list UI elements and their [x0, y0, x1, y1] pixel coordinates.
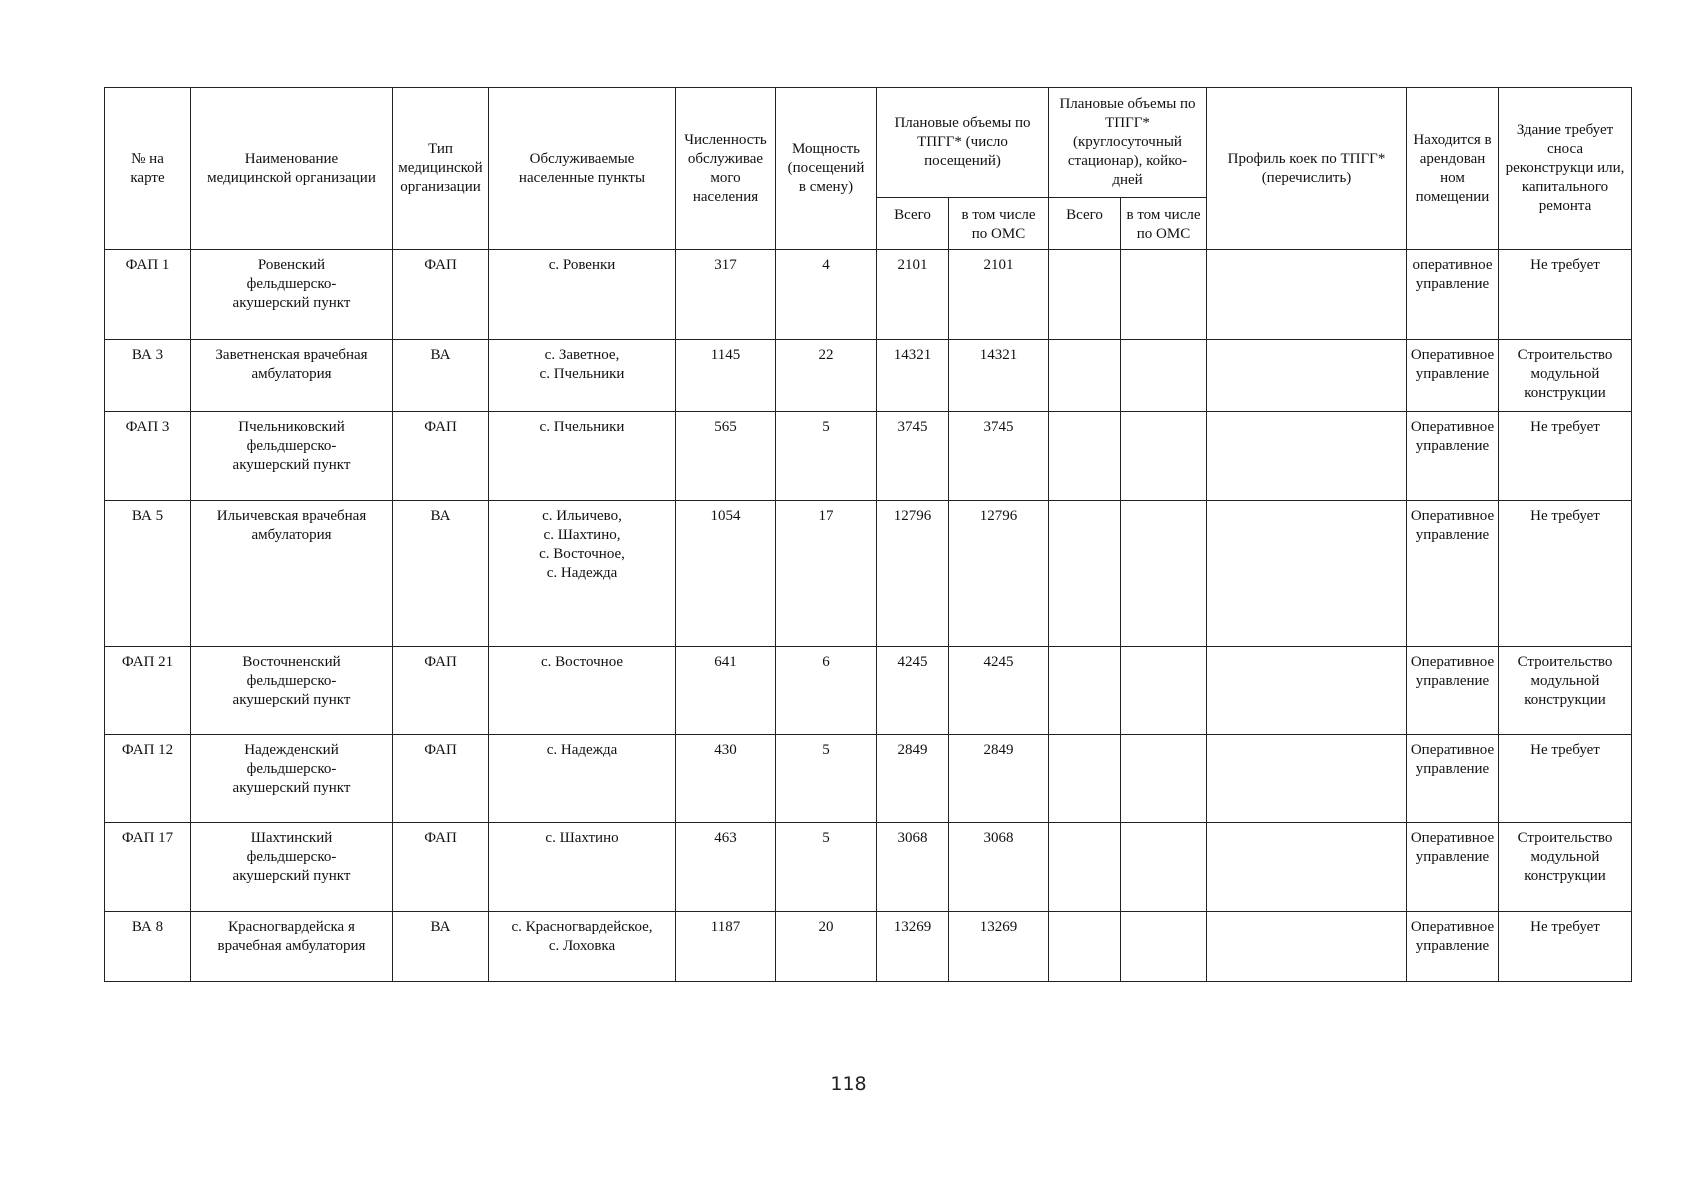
cell-visits-total: 3745	[877, 412, 949, 501]
cell-settlements: с. Ровенки	[489, 250, 676, 340]
table-row	[105, 823, 1632, 912]
cell-org-type: ВА	[393, 912, 489, 982]
cell-beds-oms	[1121, 501, 1207, 647]
cell-map-no: ФАП 1	[105, 250, 191, 340]
cell-capacity: 5	[776, 735, 877, 823]
cell-map-no: ФАП 17	[105, 823, 191, 912]
cell-building: Строительство модульной конструкции	[1499, 340, 1632, 412]
page-number: 118	[830, 1073, 867, 1095]
table-row	[105, 501, 1632, 647]
cell-beds-total	[1049, 412, 1121, 501]
cell-settlements: с. Шахтино	[489, 823, 676, 912]
header-visits-total: Всего	[877, 198, 949, 250]
cell-beds-total	[1049, 250, 1121, 340]
header-rented: Находится в арендован ном помещении	[1407, 88, 1499, 250]
cell-visits-total: 14321	[877, 340, 949, 412]
cell-visits-oms: 3068	[949, 823, 1049, 912]
cell-visits-oms: 12796	[949, 501, 1049, 647]
medical-organizations-table	[104, 87, 1632, 982]
cell-map-no: ВА 8	[105, 912, 191, 982]
cell-org-type: ФАП	[393, 647, 489, 735]
cell-capacity: 6	[776, 647, 877, 735]
cell-visits-oms: 2101	[949, 250, 1049, 340]
cell-bed-profile	[1207, 647, 1407, 735]
cell-visits-oms: 13269	[949, 912, 1049, 982]
cell-beds-total	[1049, 647, 1121, 735]
cell-org-type: ФАП	[393, 823, 489, 912]
cell-map-no: ВА 5	[105, 501, 191, 647]
header-building: Здание требует сноса реконструкци или, капитального ремонта	[1499, 88, 1632, 250]
cell-org-type: ВА	[393, 501, 489, 647]
cell-capacity: 22	[776, 340, 877, 412]
cell-population: 1145	[676, 340, 776, 412]
cell-beds-oms	[1121, 912, 1207, 982]
cell-bed-profile	[1207, 912, 1407, 982]
cell-map-no: ФАП 21	[105, 647, 191, 735]
cell-org-name: Красногвардейска я врачебная амбулатория	[191, 912, 393, 982]
cell-visits-total: 3068	[877, 823, 949, 912]
cell-population: 1054	[676, 501, 776, 647]
cell-beds-total	[1049, 340, 1121, 412]
cell-capacity: 4	[776, 250, 877, 340]
header-population: Численность обслуживае мого населения	[676, 88, 776, 250]
header-tpgg-beds: Плановые объемы по ТПГГ* (круглосуточный стационар), койко- дней	[1049, 88, 1207, 198]
table-row	[105, 412, 1632, 501]
cell-population: 641	[676, 647, 776, 735]
cell-rented: Оперативное управление	[1407, 412, 1499, 501]
header-beds-oms: в том числе по ОМС	[1121, 198, 1207, 250]
cell-population: 317	[676, 250, 776, 340]
cell-rented: Оперативное управление	[1407, 735, 1499, 823]
header-row	[105, 88, 1632, 198]
cell-beds-oms	[1121, 735, 1207, 823]
cell-org-type: ВА	[393, 340, 489, 412]
cell-settlements: с. Ильичево, с. Шахтино, с. Восточное, с. Надежда	[489, 501, 676, 647]
cell-rented: оперативное управление	[1407, 250, 1499, 340]
cell-visits-total: 4245	[877, 647, 949, 735]
cell-bed-profile	[1207, 250, 1407, 340]
cell-beds-oms	[1121, 250, 1207, 340]
table-row	[105, 912, 1632, 982]
cell-capacity: 17	[776, 501, 877, 647]
cell-bed-profile	[1207, 735, 1407, 823]
cell-map-no: ФАП 12	[105, 735, 191, 823]
cell-capacity: 5	[776, 823, 877, 912]
header-visits-oms: в том числе по ОМС	[949, 198, 1049, 250]
cell-capacity: 5	[776, 412, 877, 501]
cell-bed-profile	[1207, 501, 1407, 647]
table-body	[105, 250, 1632, 982]
header-map-no: № на карте	[105, 88, 191, 250]
cell-org-type: ФАП	[393, 412, 489, 501]
cell-org-name: Ровенский фельдшерско- акушерский пункт	[191, 250, 393, 340]
cell-visits-total: 2101	[877, 250, 949, 340]
cell-org-type: ФАП	[393, 250, 489, 340]
cell-settlements: с. Пчельники	[489, 412, 676, 501]
cell-building: Не требует	[1499, 501, 1632, 647]
cell-visits-oms: 2849	[949, 735, 1049, 823]
cell-beds-oms	[1121, 340, 1207, 412]
cell-org-name: Надежденский фельдшерско- акушерский пункт	[191, 735, 393, 823]
header-org-type: Тип медицинской организации	[393, 88, 489, 250]
cell-visits-oms: 4245	[949, 647, 1049, 735]
table-row	[105, 340, 1632, 412]
cell-building: Строительство модульной конструкции	[1499, 823, 1632, 912]
cell-org-type: ФАП	[393, 735, 489, 823]
cell-rented: Оперативное управление	[1407, 823, 1499, 912]
header-beds-total: Всего	[1049, 198, 1121, 250]
cell-visits-oms: 3745	[949, 412, 1049, 501]
cell-rented: Оперативное управление	[1407, 340, 1499, 412]
cell-rented: Оперативное управление	[1407, 647, 1499, 735]
cell-bed-profile	[1207, 823, 1407, 912]
cell-population: 1187	[676, 912, 776, 982]
cell-org-name: Заветненская врачебная амбулатория	[191, 340, 393, 412]
cell-building: Не требует	[1499, 912, 1632, 982]
cell-beds-total	[1049, 501, 1121, 647]
cell-bed-profile	[1207, 412, 1407, 501]
cell-visits-oms: 14321	[949, 340, 1049, 412]
cell-beds-oms	[1121, 823, 1207, 912]
table-row	[105, 250, 1632, 340]
cell-settlements: с. Красногвардейское, с. Лоховка	[489, 912, 676, 982]
header-org-name: Наименование медицинской организации	[191, 88, 393, 250]
cell-building: Строительство модульной конструкции	[1499, 647, 1632, 735]
cell-rented: Оперативное управление	[1407, 912, 1499, 982]
cell-building: Не требует	[1499, 735, 1632, 823]
cell-org-name: Шахтинский фельдшерско- акушерский пункт	[191, 823, 393, 912]
table-row	[105, 735, 1632, 823]
document-page	[104, 87, 1631, 982]
header-settlements: Обслуживаемые населенные пункты	[489, 88, 676, 250]
cell-population: 463	[676, 823, 776, 912]
cell-beds-total	[1049, 735, 1121, 823]
cell-settlements: с. Заветное, с. Пчельники	[489, 340, 676, 412]
cell-rented: Оперативное управление	[1407, 501, 1499, 647]
cell-building: Не требует	[1499, 412, 1632, 501]
cell-visits-total: 13269	[877, 912, 949, 982]
cell-capacity: 20	[776, 912, 877, 982]
cell-beds-oms	[1121, 647, 1207, 735]
cell-population: 430	[676, 735, 776, 823]
header-tpgg-visits: Плановые объемы по ТПГГ* (число посещений)	[877, 88, 1049, 198]
header-bed-profile: Профиль коек по ТПГГ* (перечислить)	[1207, 88, 1407, 250]
cell-settlements: с. Надежда	[489, 735, 676, 823]
cell-org-name: Пчельниковский фельдшерско- акушерский пункт	[191, 412, 393, 501]
cell-visits-total: 12796	[877, 501, 949, 647]
header-capacity: Мощность (посещений в смену)	[776, 88, 877, 250]
cell-map-no: ФАП 3	[105, 412, 191, 501]
cell-building: Не требует	[1499, 250, 1632, 340]
cell-org-name: Ильичевская врачебная амбулатория	[191, 501, 393, 647]
cell-beds-oms	[1121, 412, 1207, 501]
cell-org-name: Восточненский фельдшерско- акушерский пункт	[191, 647, 393, 735]
table-row	[105, 647, 1632, 735]
cell-visits-total: 2849	[877, 735, 949, 823]
cell-beds-total	[1049, 912, 1121, 982]
cell-beds-total	[1049, 823, 1121, 912]
cell-settlements: с. Восточное	[489, 647, 676, 735]
cell-population: 565	[676, 412, 776, 501]
cell-map-no: ВА 3	[105, 340, 191, 412]
cell-bed-profile	[1207, 340, 1407, 412]
